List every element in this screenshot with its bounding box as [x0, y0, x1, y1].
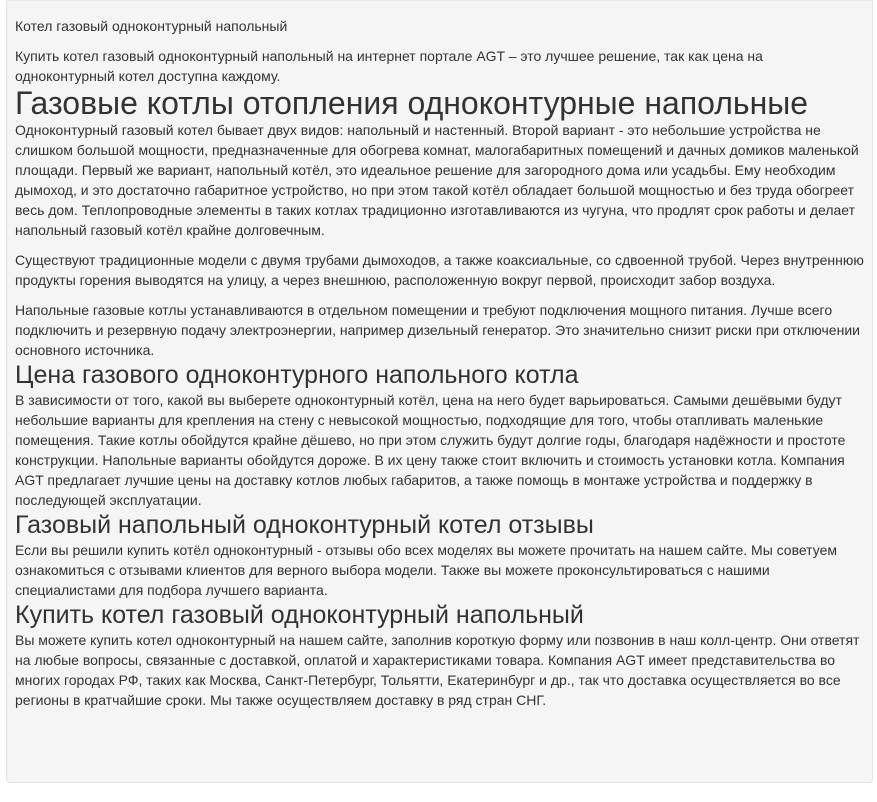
reviews-heading: Газовый напольный одноконтурный котел отзывы — [15, 511, 594, 539]
section1-paragraph-1: Одноконтурный газовый котел бывает двух видов: напольный и настенный. Второй вариант - это небольшие устройства не слишком большой мощности, предназначенные для обогрева комнат, малогабаритных помещений и дачных домиков маленькой площади. Первый же вариант, напольный котёл, это идеальное решение для загородного дома или усадьбы. Ему необходим дымоход, и это достаточно габаритное устройство, но при этом такой котёл обладает большой мощностью и без труда обогреет весь дом. Теплопроводные элементы в таких котлах традиционно изготавливаются из чугуна, что продлят срок работы и делает напольный газовый котёл крайне долговечным. — [15, 122, 859, 238]
buy-paragraph: Вы можете купить котел одноконтурный на нашем сайте, заполнив короткую форму или позвонив в наш колл-центр. Они ответят на любые вопросы, связанные с доставкой, оплатой и характеристиками товара. Компания AGT имеет представительства во многих городах РФ, таких как Москва, Санкт-Петербург, Тольятти, Екатеринбург и др., так что доставка осуществляется во все регионы в кратчайшие сроки. Мы также осуществляем доставку в ряд стран СНГ. — [15, 632, 860, 708]
section1-paragraph-3: Напольные газовые котлы устанавливаются в отдельном помещении и требуют подключения мощного питания. Лучше всего подключить и резервную подачу электроэнергии, например дизельный генератор. Это значительно снизит риски при отключении основного источника. — [15, 302, 860, 358]
page-subtitle: Котел газовый одноконтурный напольный — [15, 18, 288, 34]
main-heading: Газовые котлы отопления одноконтурные напольные — [15, 85, 809, 121]
content-panel — [6, 0, 873, 783]
reviews-paragraph: Если вы решили купить котёл одноконтурный - отзывы обо всех моделях вы можете прочитать на нашем сайте. Мы советуем ознакомиться с отзывами клиентов для верного выбора модели. Также вы можете проконсультироваться с нашими специалистами для подбора лучшего варианта. — [15, 542, 838, 598]
intro-paragraph: Купить котел газовый одноконтурный напольный на интернет портале AGT – это лучшее решение, так как цена на одноконтурный котел доступна каждому. — [15, 48, 763, 84]
price-paragraph: В зависимости от того, какой вы выберете одноконтурный котёл, цена на него будет варьироваться. Самыми дешёвыми будут небольшие варианты для крепления на стену с невысокой мощностью, подходящие для того, чтобы отапливать маленькие помещения. Такие котлы обойдутся крайне дёшево, но при этом служить будут долгие годы, благодаря надёжности и простоте конструкции. Напольные варианты обойдутся дороже. В их цену также стоит включить и стоимость установки котла. Компания AGT предлагает лучшие цены на доставку котлов любых габаритов, а также помощь в монтаже устройства и поддержку в последующей эксплуатации. — [15, 392, 846, 508]
buy-heading: Купить котел газовый одноконтурный напольный — [15, 601, 584, 629]
section1-paragraph-2: Существуют традиционные модели с двумя трубами дымоходов, а также коаксиальные, со сдвоенной трубой. Через внутреннюю продукты горения выводятся на улицу, а через внешнюю, расположенную вокруг первой, происходит забор воздуха. — [15, 252, 864, 288]
price-heading: Цена газового одноконтурного напольного котла — [15, 361, 579, 389]
